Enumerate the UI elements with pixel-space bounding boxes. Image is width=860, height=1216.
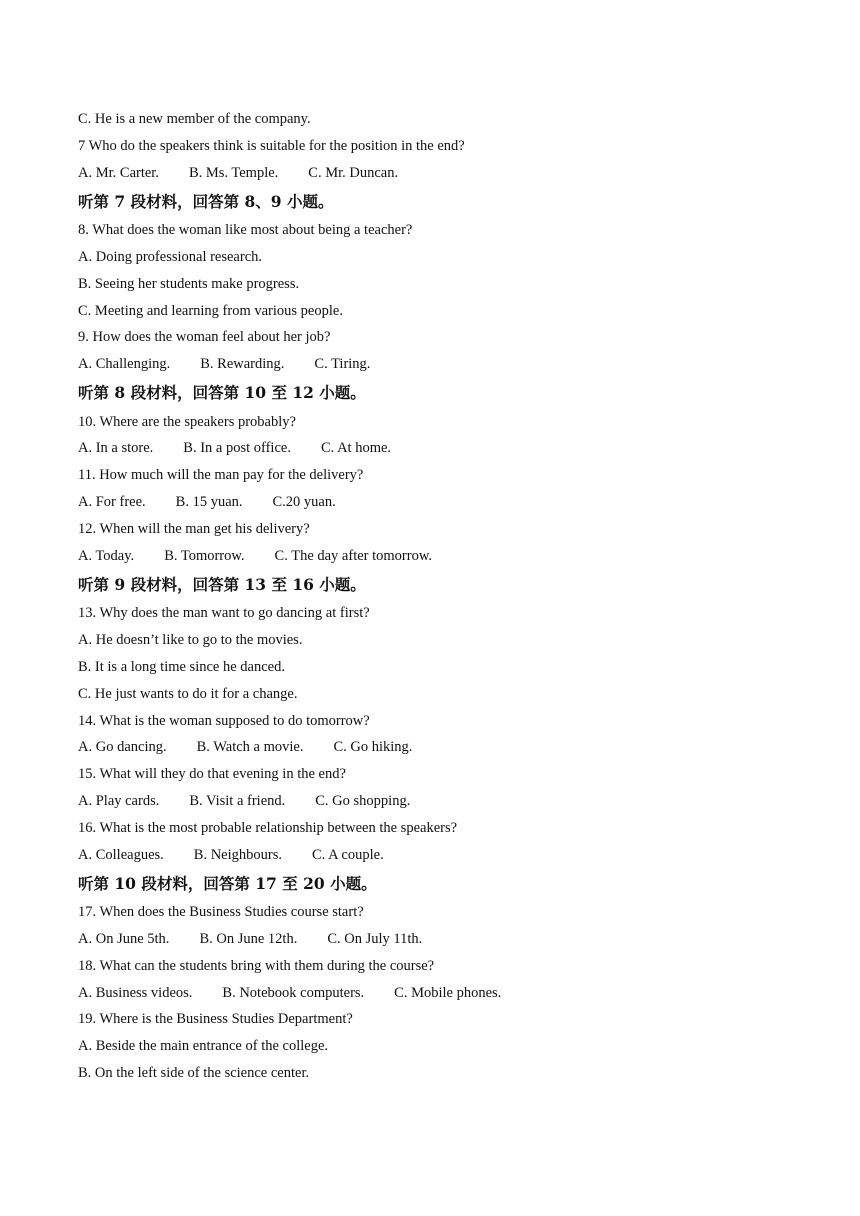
question-text: 14. What is the woman supposed to do tomorrow?: [78, 712, 370, 729]
section-heading: 听第 7 段材料，回答第 8、9 小题。: [78, 191, 334, 211]
answer-option: A. On June 5th.: [78, 930, 170, 947]
answer-option: A. Colleagues.: [78, 846, 164, 863]
answer-option: C.20 yuan.: [272, 494, 336, 511]
answer-option: B. Seeing her students make progress.: [78, 275, 300, 292]
answer-option: C. Tiring.: [314, 356, 371, 373]
question-text: 18. What can the students bring with them during the course?: [78, 957, 435, 974]
options-row: [78, 435, 798, 462]
answer-option: C. Go shopping.: [315, 793, 411, 810]
question-text: 17. When does the Business Studies course start?: [78, 904, 364, 921]
answer-option: A. Go dancing.: [78, 739, 167, 756]
answer-option: B. Tomorrow.: [164, 547, 245, 564]
options-row: [78, 351, 798, 378]
document-content: [78, 106, 798, 1087]
answer-option: A. Mr. Carter.: [78, 164, 159, 181]
answer-option: A. Challenging.: [78, 356, 171, 373]
answer-option: C. At home.: [320, 440, 392, 457]
answer-option: B. In a post office.: [183, 440, 291, 457]
options-row: [78, 788, 798, 815]
answer-option: B. Watch a movie.: [196, 739, 304, 756]
question-text: 9. How does the woman feel about her job?: [78, 329, 331, 346]
question-text: 8. What does the woman like most about being a teacher?: [78, 222, 413, 239]
answer-option: A. Doing professional research.: [78, 248, 263, 265]
section-heading: 听第 9 段材料，回答第 13 至 16 小题。: [78, 574, 366, 594]
question-text: 10. Where are the speakers probably?: [78, 413, 296, 430]
options-row: [78, 734, 798, 761]
answer-option: C. He just wants to do it for a change.: [78, 685, 298, 702]
question-text: 12. When will the man get his delivery?: [78, 520, 310, 537]
answer-option: A. Play cards.: [78, 793, 160, 810]
answer-option: B. 15 yuan.: [175, 494, 243, 511]
options-row: [78, 980, 798, 1007]
answer-option: C. The day after tomorrow.: [274, 547, 432, 564]
answer-option: B. Notebook computers.: [222, 984, 365, 1001]
question-text: 16. What is the most probable relationship between the speakers?: [78, 819, 458, 836]
answer-option: B. It is a long time since he danced.: [78, 658, 285, 675]
answer-option: C. Go hiking.: [333, 739, 413, 756]
question-text: 7 Who do the speakers think is suitable for the position in the end?: [78, 137, 465, 154]
question-text: 15. What will they do that evening in the end?: [78, 766, 346, 783]
answer-option: B. Ms. Temple.: [188, 164, 279, 181]
answer-option: B. Neighbours.: [193, 846, 282, 863]
answer-option: B. Visit a friend.: [189, 793, 286, 810]
answer-option: C. He is a new member of the company.: [78, 111, 311, 127]
question-text: 13. Why does the man want to go dancing at first?: [78, 605, 370, 622]
answer-option: A. Beside the main entrance of the college.: [78, 1038, 329, 1055]
answer-option: C. Mobile phones.: [394, 984, 502, 1001]
answer-option: C. Meeting and learning from various people.: [78, 302, 343, 319]
options-row: [78, 543, 798, 570]
answer-option: A. Business videos.: [78, 984, 193, 1001]
answer-option: A. For free.: [78, 494, 146, 511]
answer-option: C. On July 11th.: [327, 930, 423, 947]
answer-option: A. Today.: [78, 547, 135, 564]
answer-option: B. On the left side of the science center.: [78, 1065, 310, 1082]
section-heading: 听第 10 段材料，回答第 17 至 20 小题。: [78, 873, 377, 893]
answer-option: A. He doesn’t like to go to the movies.: [78, 632, 303, 648]
answer-option: B. On June 12th.: [199, 930, 298, 947]
section-heading: 听第 8 段材料，回答第 10 至 12 小题。: [78, 383, 366, 403]
question-text: 11. How much will the man pay for the delivery?: [78, 467, 364, 484]
options-row: [78, 160, 798, 187]
options-row: [78, 842, 798, 869]
answer-option: B. Rewarding.: [200, 356, 285, 373]
answer-option: C. A couple.: [312, 846, 384, 863]
options-row: [78, 489, 798, 516]
options-row: [78, 926, 798, 953]
answer-option: C. Mr. Duncan.: [308, 164, 399, 181]
question-text: 19. Where is the Business Studies Department?: [78, 1011, 353, 1028]
answer-option: A. In a store.: [78, 440, 154, 457]
